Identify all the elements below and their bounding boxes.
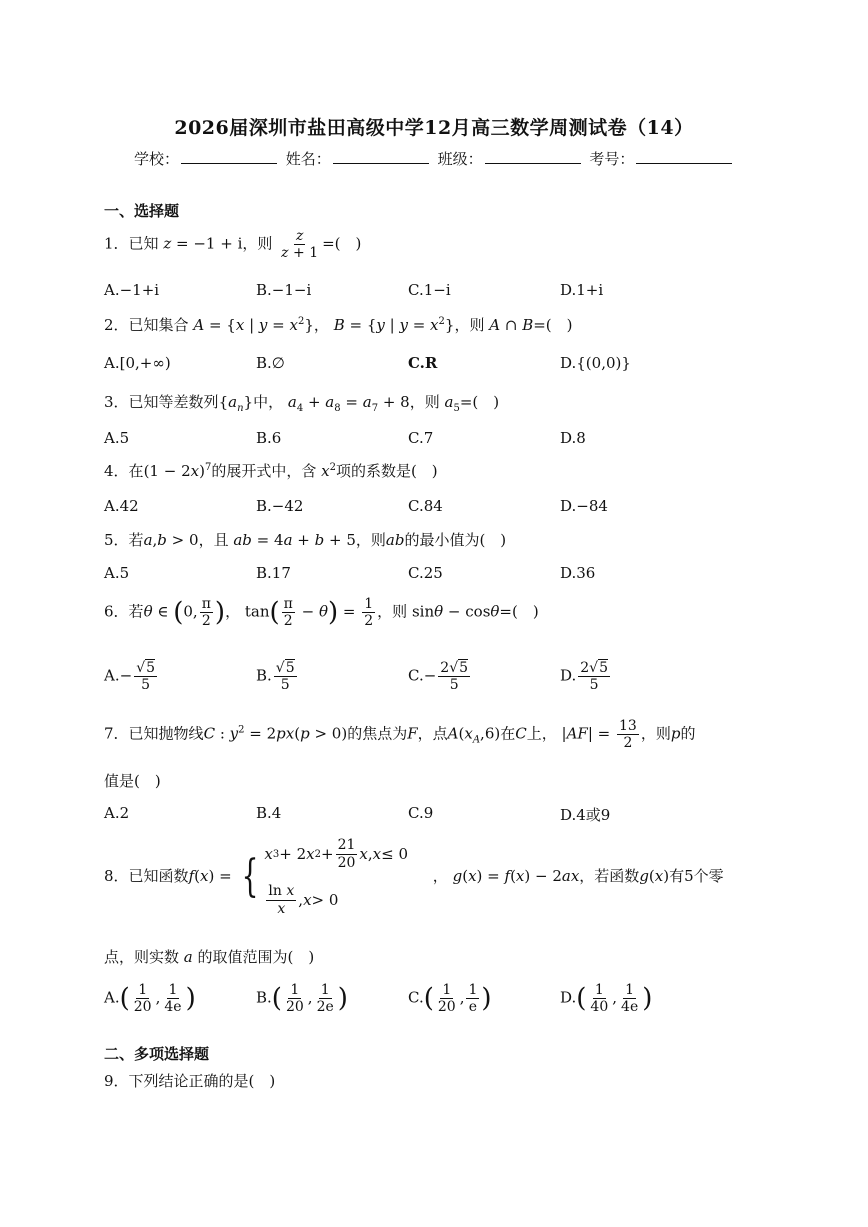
student-info-line	[134, 148, 736, 169]
class-label: 班级：	[437, 150, 483, 168]
id-label: 考号：	[589, 150, 635, 168]
name-label: 姓名：	[285, 150, 331, 168]
q8-option-b[interactable]: B.( $\frac{1}{20}$ , $\frac{1}{2e}$ )	[256, 982, 348, 1016]
question-1: 1．已知 z = −1 + i，则 $\frac{z}{z + 1}$ =( )	[104, 228, 362, 262]
q8-option-a[interactable]: A.( $\frac{1}{20}$ , $\frac{1}{4e}$ )	[104, 982, 196, 1016]
q5-option-d[interactable]: D.36	[560, 564, 596, 582]
school-label: 学校：	[134, 150, 180, 168]
q5-option-b[interactable]: B.17	[256, 564, 291, 582]
q2-option-d[interactable]: D.{(0,0)}	[560, 354, 631, 372]
school-blank[interactable]	[181, 149, 277, 164]
q7-option-d[interactable]: D.4或9	[560, 806, 611, 824]
page-title: 2026届深圳市盐田高级中学12月高三数学周测试卷（14）	[174, 117, 694, 139]
q8-option-d[interactable]: D.( $\frac{1}{40}$ , $\frac{1}{4e}$ )	[560, 982, 653, 1016]
q3-option-d[interactable]: D.8	[560, 429, 586, 447]
q2-option-a[interactable]: A.[0,+∞)	[104, 354, 171, 372]
q3-option-b[interactable]: B.6	[256, 429, 282, 447]
question-6: 6．若θ ∈ (0, $\frac{\pi}{2}$ )， tan( $\frac{\pi}{2}$ − θ) = $\frac{1}{2}$ ，则 sinθ − cosθ=( )	[104, 596, 539, 630]
q4-option-d[interactable]: D.−84	[560, 497, 608, 515]
question-7: 7．已知抛物线C : $y^2 = 2px(p > 0)$的焦点为F，点$A(x_A,6)$在C上， |AF| = $\frac{13}{2}$ ，则p的	[104, 718, 696, 752]
q4-option-b[interactable]: B.−42	[256, 497, 304, 515]
name-blank[interactable]	[333, 149, 429, 164]
id-blank[interactable]	[636, 149, 732, 164]
q7-option-a[interactable]: A.2	[104, 804, 130, 822]
q3-option-c[interactable]: C.7	[408, 429, 434, 447]
question-8-line2: 点，则实数 a 的取值范围为( )	[104, 948, 315, 966]
question-2: 2．已知集合 A = {x | $y = x^2$}， B = {y | $y = x^2$}，则 A ∩ B=( )	[104, 316, 573, 334]
q3-option-a[interactable]: A.5	[104, 429, 130, 447]
q1-option-c[interactable]: C.1−i	[408, 281, 451, 299]
question-5: 5．若a,b > 0，且 ab = 4a + b + 5，则ab的最小值为( )	[104, 531, 507, 549]
section-heading-multi: 二、多项选择题	[104, 1045, 210, 1063]
class-blank[interactable]	[485, 149, 581, 164]
q1-option-a[interactable]: A.−1+i	[104, 281, 160, 299]
question-3: 3．已知等差数列$\{a_n\}$中， $a_4 + a_8 = a_7 + 8$，则 $a_5=$( )	[104, 393, 500, 414]
q7-option-b[interactable]: B.4	[256, 804, 282, 822]
q7-option-c[interactable]: C.9	[408, 804, 434, 822]
fraction: $\frac{z}{z + 1}$	[281, 228, 319, 262]
q6-option-c[interactable]: C.− $\frac{2√5}{5}$	[408, 660, 469, 694]
q1-option-b[interactable]: B.−1−i	[256, 281, 312, 299]
q2-option-b[interactable]: B.∅	[256, 354, 285, 372]
question-4: 4．在$(1 - 2x)^7$的展开式中，含 $x^2$项的系数是( )	[104, 462, 438, 480]
q5-option-a[interactable]: A.5	[104, 564, 130, 582]
q1-option-d[interactable]: D.1+i	[560, 281, 604, 299]
q6-option-d[interactable]: D. $\frac{2√5}{5}$	[560, 660, 609, 694]
q4-option-c[interactable]: C.84	[408, 497, 443, 515]
question-8: 8．已知函数f(x) = { x 3 + 2 x 2 + $\frac{21}{20}$ x , x ≤ 0 $\frac{\text{ln x}}{x}$ , x > 0 ， g(x) = f(x) − 2ax，若函数g(x)有5个零	[104, 837, 724, 917]
q8-option-c[interactable]: C.( $\frac{1}{20}$ , $\frac{1}{e}$ )	[408, 982, 492, 1016]
q6-option-b[interactable]: B. $\frac{√5}{5}$	[256, 660, 295, 694]
question-7-line2: 值是( )	[104, 772, 161, 790]
q6-option-a[interactable]: A.− $\frac{√5}{5}$	[104, 660, 156, 694]
question-9: 9．下列结论正确的是( )	[104, 1072, 276, 1090]
q5-option-c[interactable]: C.25	[408, 564, 443, 582]
q2-option-c[interactable]: C.R	[408, 354, 438, 372]
q4-option-a[interactable]: A.42	[104, 497, 139, 515]
section-heading-choice: 一、选择题	[104, 202, 180, 220]
